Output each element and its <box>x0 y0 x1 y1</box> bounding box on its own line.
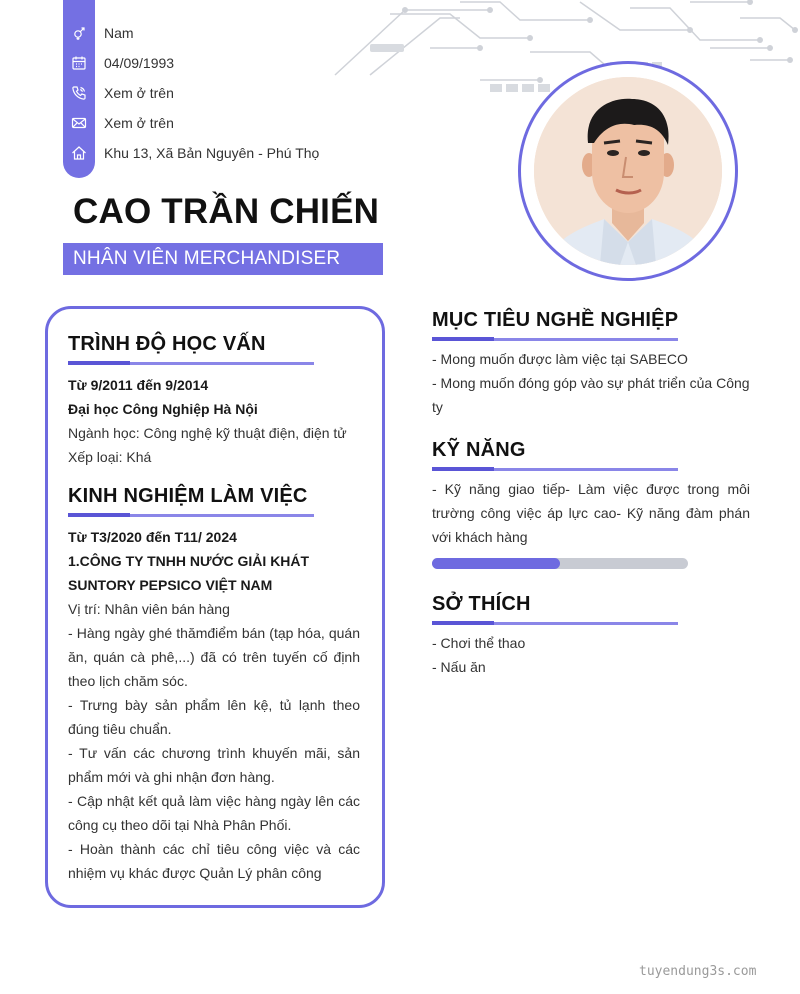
skill-level-fill <box>432 558 560 569</box>
objective-underline <box>432 338 678 341</box>
gender-icon <box>63 18 95 48</box>
education-school: Đại học Công Nghiệp Hà Nội <box>68 401 258 417</box>
experience-duty: - Hàng ngày ghé thămđiểm bán (tạp hóa, quán ăn, quán cà phê,...) đã có trên tuyến cố định theo lịch chăm sóc. <box>68 625 360 689</box>
left-card <box>45 306 385 908</box>
candidate-name: CAO TRẦN CHIẾN <box>73 192 380 231</box>
email-text: Xem ở trên <box>104 115 174 131</box>
objective-title: MỤC TIÊU NGHỀ NGHIỆP <box>432 309 679 331</box>
experience-duty: - Tư vấn các chương trình khuyến mãi, sản phẩm mới và ghi nhận đơn hàng. <box>68 745 360 785</box>
experience-period: Từ T3/2020 đến T11/ 2024 <box>68 529 237 545</box>
right-column <box>432 309 750 679</box>
hobby-item: - Nấu ăn <box>432 659 486 675</box>
birthday-text: 04/09/1993 <box>104 55 175 71</box>
education-underline <box>68 362 314 365</box>
education-title: TRÌNH ĐỘ HỌC VẤN <box>68 333 266 355</box>
contact-phone <box>63 78 319 108</box>
avatar <box>534 77 722 265</box>
hobby-item: - Chơi thể thao <box>432 635 526 651</box>
education-major: Ngành học: Công nghệ kỹ thuật điện, điện tử <box>68 425 347 441</box>
watermark: tuyendung3s.com <box>639 964 757 979</box>
education-period: Từ 9/2011 đến 9/2014 <box>68 377 209 393</box>
hobbies-title: SỞ THÍCH <box>432 593 531 615</box>
contact-email <box>63 108 319 138</box>
experience-duty: - Hoàn thành các chỉ tiêu công việc và các nhiệm vụ khác được Quản Lý phân công <box>68 841 360 881</box>
hobbies-underline <box>432 622 678 625</box>
objective-item: - Mong muốn đóng góp vào sự phát triển của Công ty <box>432 375 750 415</box>
home-icon <box>63 138 95 168</box>
address-text: Khu 13, Xã Bản Nguyên - Phú Thọ <box>104 145 320 161</box>
experience-title: KINH NGHIỆM LÀM VIỆC <box>68 485 308 507</box>
experience-duty: - Cập nhật kết quả làm việc hàng ngày lên các công cụ theo dõi tại Nhà Phân Phối. <box>68 793 360 833</box>
objective-item: - Mong muốn được làm việc tại SABECO <box>432 351 688 367</box>
education-grade: Xếp loại: Khá <box>68 449 152 465</box>
job-title-banner: NHÂN VIÊN MERCHANDISER <box>63 243 383 275</box>
phone-icon <box>63 78 95 108</box>
phone-text: Xem ở trên <box>104 85 174 101</box>
experience-underline <box>68 514 314 517</box>
skills-text: - Kỹ năng giao tiếp- Làm việc được trong môi trường công việc áp lực cao- Kỹ năng đàm phán với khách hàng <box>432 481 750 545</box>
calendar-icon <box>63 48 95 78</box>
skill-level-bar <box>432 558 688 569</box>
contact-gender <box>63 18 319 48</box>
skills-title: KỸ NĂNG <box>432 439 526 461</box>
gender-text: Nam <box>104 25 134 41</box>
avatar-frame <box>518 61 738 281</box>
contact-birthday <box>63 48 319 78</box>
experience-duty: - Trưng bày sản phẩm lên kệ, tủ lạnh theo đúng tiêu chuẩn. <box>68 697 360 737</box>
contact-address <box>63 138 319 168</box>
skills-underline <box>432 468 678 471</box>
contact-list <box>63 18 319 168</box>
mail-icon <box>63 108 95 138</box>
experience-position: Vị trí: Nhân viên bán hàng <box>68 601 230 617</box>
experience-company: 1.CÔNG TY TNHH NƯỚC GIẢI KHÁT SUNTORY PEPSICO VIỆT NAM <box>68 553 310 593</box>
